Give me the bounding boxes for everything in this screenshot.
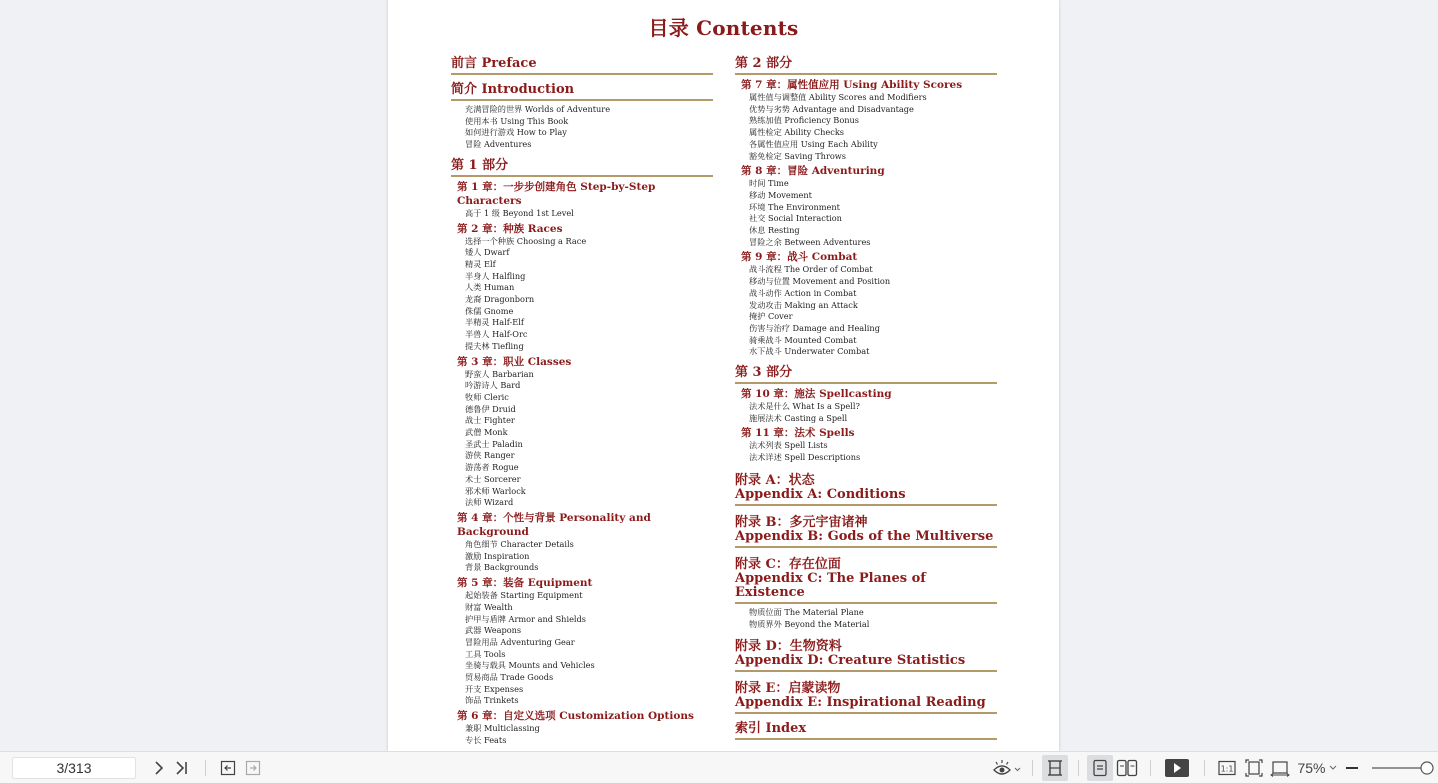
part-heading[interactable]: 前言 Preface: [451, 55, 713, 75]
zoom-level: 75%: [1297, 760, 1326, 776]
toc-entry-list: [749, 178, 997, 248]
toc-entry[interactable]: 时间 Time: [749, 178, 789, 189]
toolbar-divider: [1032, 760, 1033, 776]
toc-entry[interactable]: 激励 Inspiration: [465, 550, 530, 561]
chapter-block: [741, 164, 997, 248]
page-number-input[interactable]: [12, 757, 136, 779]
toc-entry[interactable]: 水下战斗 Underwater Combat: [749, 346, 870, 357]
toc-entry[interactable]: 属性检定 Ability Checks: [749, 127, 845, 138]
last-page-button[interactable]: [172, 752, 192, 783]
toc-entry[interactable]: 术士 Sorcerer: [465, 473, 521, 484]
pdf-page: [388, 0, 1059, 751]
toc-entry-list: [465, 590, 713, 707]
toc-entry[interactable]: 使用本书 Using This Book: [465, 115, 569, 126]
zoom-slider[interactable]: [1370, 752, 1436, 783]
toc-entry-list: [465, 104, 713, 151]
chapter-block: [457, 576, 713, 707]
bottom-toolbar: [0, 751, 1438, 783]
toc-entry[interactable]: 贸易商品 Trade Goods: [465, 672, 554, 683]
toc-entry[interactable]: 移动 Movement: [749, 189, 812, 200]
toc-column-right: [735, 55, 997, 743]
eye-protection-button[interactable]: [990, 752, 1024, 783]
back-button[interactable]: [217, 752, 239, 783]
toc-entry[interactable]: 物质界外 Beyond the Material: [749, 618, 870, 629]
toc-entry[interactable]: 龙裔 Dragonborn: [465, 294, 535, 305]
toc-entry-list: [749, 264, 997, 358]
page-number-text: 3/313: [56, 760, 92, 776]
chapter-heading[interactable]: 第 2 章：种族 Races: [457, 222, 563, 235]
toc-entry[interactable]: 游荡者 Rogue: [465, 462, 519, 473]
single-page-icon: [1092, 759, 1108, 777]
toc-entry[interactable]: 施展法术 Casting a Spell: [749, 412, 848, 423]
toc-entry[interactable]: 武僧 Monk: [465, 427, 508, 438]
toc-entry[interactable]: 充满冒险的世界 Worlds of Adventure: [465, 104, 611, 114]
toc-entry[interactable]: 提夫林 Tiefling: [465, 340, 524, 351]
part-heading[interactable]: 索引 Index: [735, 720, 997, 740]
toc-entry[interactable]: 熟练加值 Proficiency Bonus: [749, 115, 859, 126]
zoom-out-icon: [1346, 766, 1358, 770]
part-heading[interactable]: 第 1 部分: [451, 157, 713, 177]
svg-text:1:1: 1:1: [1220, 764, 1234, 774]
forward-icon: [245, 760, 261, 776]
chapter-block: [457, 511, 713, 574]
appendix-heading[interactable]: [735, 516, 997, 548]
toc-entry[interactable]: 开支 Expenses: [465, 683, 524, 694]
zoom-slider-track: [1371, 760, 1435, 776]
toc-entry-list: [749, 440, 997, 463]
zoom-out-button[interactable]: [1344, 752, 1360, 783]
play-icon: [1164, 758, 1190, 778]
appendix-heading[interactable]: [735, 558, 997, 604]
toc-entry[interactable]: 冒险用品 Adventuring Gear: [465, 636, 575, 647]
toc-entry[interactable]: 环境 The Environment: [749, 201, 840, 212]
toc-entry[interactable]: 野蛮人 Barbarian: [465, 368, 534, 379]
next-page-button[interactable]: [149, 752, 169, 783]
appendix-title-cn: 附录 A：状态: [735, 472, 815, 488]
toc-entry[interactable]: 人类 Human: [465, 282, 515, 293]
toc-entry[interactable]: 冒险之余 Between Adventures: [749, 236, 871, 247]
toc-entry[interactable]: 半精灵 Half-Elf: [465, 317, 524, 328]
fit-width-button[interactable]: [1268, 752, 1292, 783]
toc-entry[interactable]: 骑乘战斗 Mounted Combat: [749, 334, 857, 345]
appendix-title-cn: 附录 C：存在位面: [735, 556, 841, 572]
zoom-dropdown[interactable]: [1294, 752, 1340, 783]
toc-entry[interactable]: 专长 Feats: [465, 734, 507, 745]
toc-entry[interactable]: 精灵 Elf: [465, 258, 496, 269]
toolbar-divider: [1204, 760, 1205, 776]
toc-entry-list: [749, 92, 997, 162]
toolbar-divider: [1150, 760, 1151, 776]
appendix-heading[interactable]: [735, 682, 997, 714]
chapter-heading[interactable]: 第 8 章：冒险 Adventuring: [741, 165, 885, 178]
toc-entry[interactable]: 半身人 Halfling: [465, 270, 526, 281]
toc-entry-list: [465, 369, 713, 509]
part-heading[interactable]: 简介 Introduction: [451, 81, 713, 101]
toc-entry[interactable]: 德鲁伊 Druid: [465, 403, 516, 414]
toc-entry-list: [465, 208, 713, 220]
continuous-scroll-button[interactable]: [1041, 752, 1069, 783]
toc-entry[interactable]: 优势与劣势 Advantage and Disadvantage: [749, 103, 914, 114]
toc-entry[interactable]: 武器 Weapons: [465, 625, 522, 636]
chapter-heading[interactable]: 第 10 章：施法 Spellcasting: [741, 388, 892, 401]
appendix-title-en: Appendix A: Conditions: [735, 486, 906, 502]
appendix-title-cn: 附录 D：生物资料: [735, 639, 842, 655]
toc-entry[interactable]: 侏儒 Gnome: [465, 305, 514, 316]
toc-entry[interactable]: 各属性值应用 Using Each Ability: [749, 138, 878, 149]
chapter-block: [741, 250, 997, 358]
toolbar-divider: [1078, 760, 1079, 776]
toc-entry[interactable]: 护甲与盾牌 Armor and Shields: [465, 613, 586, 624]
toc-entry[interactable]: 角色细节 Character Details: [465, 538, 574, 549]
chapter-heading[interactable]: 第 3 章：职业 Classes: [457, 355, 572, 368]
chapter-block: [457, 222, 713, 353]
appendix-title-en: Appendix C: The Planes of Existence: [735, 570, 926, 600]
fit-page-button[interactable]: [1242, 752, 1266, 783]
toc-entry-list: [749, 401, 997, 424]
back-icon: [220, 760, 236, 776]
toc-entry[interactable]: 法术列表 Spell Lists: [749, 440, 828, 451]
toc-entry-list: [749, 607, 997, 630]
continuous-scroll-icon: [1046, 759, 1064, 777]
toc-entry[interactable]: 吟游诗人 Bard: [465, 380, 521, 391]
toc-entry[interactable]: 圣武士 Paladin: [465, 438, 523, 449]
appendix-title-cn: 附录 B：多元宇宙诸神: [735, 514, 868, 530]
chapter-block: [741, 78, 997, 162]
toc-entry[interactable]: 豁免检定 Saving Throws: [749, 150, 846, 161]
fit-width-icon: [1270, 759, 1290, 777]
toc-entry[interactable]: 邪术师 Warlock: [465, 485, 526, 496]
toc-entry[interactable]: 休息 Resting: [749, 225, 800, 236]
chapter-heading[interactable]: 第 5 章：装备 Equipment: [457, 577, 593, 590]
chapter-heading[interactable]: 第 6 章：自定义选项 Customization Options: [457, 710, 694, 723]
toc-entry[interactable]: 坐骑与载具 Mounts and Vehicles: [465, 660, 595, 671]
toc-entry[interactable]: 伤害与治疗 Damage and Healing: [749, 322, 880, 333]
toc-entry-list: [465, 723, 713, 746]
toc-entry[interactable]: 移动与位置 Movement and Position: [749, 276, 891, 287]
chapter-heading[interactable]: 第 7 章：属性值应用 Using Ability Scores: [741, 79, 963, 91]
appendix-title-en: Appendix B: Gods of the Multiverse: [735, 528, 994, 544]
appendix-title-en: Appendix D: Creature Statistics: [735, 653, 966, 669]
next-page-icon: [153, 760, 165, 776]
continuous-scroll-toggle: [1042, 755, 1068, 781]
toc-entry[interactable]: 高于 1 级 Beyond 1st Level: [465, 207, 574, 218]
toc-entry[interactable]: 战士 Fighter: [465, 415, 515, 426]
single-page-button[interactable]: [1086, 752, 1114, 783]
toc-entry[interactable]: 物质位面 The Material Plane: [749, 606, 864, 617]
chapter-block: [741, 387, 997, 424]
fit-page-icon: [1245, 759, 1263, 777]
toc-entry[interactable]: 属性值与调整值 Ability Scores and Modifiers: [749, 92, 927, 102]
chapter-heading[interactable]: 第 9 章：战斗 Combat: [741, 251, 858, 264]
toc-column-left: [451, 55, 713, 747]
chapter-heading[interactable]: 第 11 章：法术 Spells: [741, 427, 855, 440]
slideshow-button[interactable]: [1162, 752, 1192, 783]
toc-entry[interactable]: 工具 Tools: [465, 648, 506, 659]
toc-entry[interactable]: 战斗流程 The Order of Combat: [749, 264, 873, 275]
toc-entry[interactable]: 冒险 Adventures: [465, 139, 532, 150]
chevron-down-icon: [1329, 765, 1337, 771]
toc-entry[interactable]: 法师 Wizard: [465, 497, 514, 508]
single-page-toggle: [1087, 755, 1113, 781]
toc-entry[interactable]: 掩护 Cover: [749, 311, 793, 322]
toc-entry[interactable]: 社交 Social Interaction: [749, 213, 842, 224]
toc-entry[interactable]: 半兽人 Half-Orc: [465, 329, 528, 340]
chapter-heading[interactable]: 第 1 章：一步步创建角色 Step-by-Step Characters: [457, 180, 656, 207]
toc-entry[interactable]: 牧师 Cleric: [465, 391, 509, 402]
eye-protection-icon: [992, 759, 1022, 777]
toc-entry[interactable]: 战斗动作 Action in Combat: [749, 287, 857, 298]
actual-size-button[interactable]: [1215, 752, 1239, 783]
part-heading[interactable]: 第 3 部分: [735, 364, 997, 384]
toolbar-divider: [205, 760, 206, 776]
chapter-heading[interactable]: 第 4 章：个性与背景 Personality and Background: [457, 511, 651, 538]
actual-size-icon: [1218, 760, 1236, 776]
appendix-heading[interactable]: [735, 474, 997, 506]
two-page-icon: [1116, 759, 1138, 777]
chapter-block: [457, 709, 713, 746]
toc-entry[interactable]: 发动攻击 Making an Attack: [749, 299, 858, 310]
chapter-block: [457, 355, 713, 509]
appendix-heading[interactable]: [735, 640, 997, 672]
last-page-icon: [175, 760, 189, 776]
part-heading[interactable]: 第 2 部分: [735, 55, 997, 75]
chapter-block: [457, 180, 713, 220]
chapter-block: [741, 426, 997, 463]
forward-button[interactable]: [242, 752, 264, 783]
appendix-title-cn: 附录 E：启蒙读物: [735, 681, 841, 697]
toc-entry[interactable]: 起始装备 Starting Equipment: [465, 590, 583, 601]
toc-entry-list: [465, 539, 713, 574]
toc-entry[interactable]: 矮人 Dwarf: [465, 247, 510, 258]
toc-entry[interactable]: 法术是什么 What Is a Spell?: [749, 401, 860, 412]
toc-entry[interactable]: 游侠 Ranger: [465, 450, 515, 461]
toc-entry[interactable]: 饰品 Trinkets: [465, 695, 519, 706]
page-title: 目录 Contents: [648, 16, 799, 40]
toc-entry[interactable]: 兼职 Multiclassing: [465, 723, 540, 734]
toc-entry[interactable]: 选择一个种族 Choosing a Race: [465, 235, 587, 246]
appendix-title-en: Appendix E: Inspirational Reading: [735, 695, 986, 711]
toc-entry[interactable]: 如何进行游戏 How to Play: [465, 127, 567, 138]
toc-entry-list: [465, 236, 713, 353]
two-page-button[interactable]: [1114, 752, 1140, 783]
toc-entry[interactable]: 背景 Backgrounds: [465, 562, 539, 573]
toc-entry[interactable]: 财富 Wealth: [465, 601, 513, 612]
toc-entry[interactable]: 法术详述 Spell Descriptions: [749, 452, 861, 463]
